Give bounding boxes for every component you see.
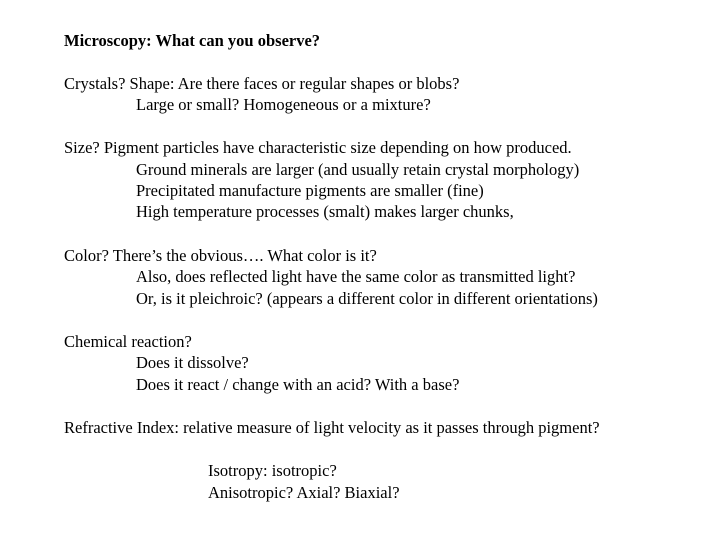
chemical-line-1: Chemical reaction? (64, 332, 192, 351)
color-line-1: Color? There’s the obvious…. What color is it? (64, 246, 377, 265)
size-line-4: High temperature processes (smalt) makes larger chunks, (136, 202, 514, 221)
refractive-line-2: Isotropy: isotropic? (208, 461, 337, 480)
size-line-3: Precipitated manufacture pigments are smaller (fine) (136, 181, 484, 200)
size-line-1: Size? Pigment particles have characteristic size depending on how produced. (64, 138, 572, 157)
refractive-line-1: Refractive Index: relative measure of light velocity as it passes through pigment? (64, 418, 600, 437)
crystals-line-2: Large or small? Homogeneous or a mixture? (136, 95, 431, 114)
crystals-line-1: Crystals? Shape: Are there faces or regular shapes or blobs? (64, 74, 460, 93)
chemical-line-3: Does it react / change with an acid? With a base? (136, 375, 460, 394)
chemical-line-2: Does it dissolve? (136, 353, 249, 372)
color-line-2: Also, does reflected light have the same color as transmitted light? (136, 267, 576, 286)
page-title: Microscopy: What can you observe? (64, 31, 321, 50)
size-line-2: Ground minerals are larger (and usually retain crystal morphology) (136, 160, 580, 179)
color-line-3: Or, is it pleichroic? (appears a different color in different orientations) (136, 289, 598, 308)
refractive-line-3: Anisotropic? Axial? Biaxial? (208, 483, 400, 502)
